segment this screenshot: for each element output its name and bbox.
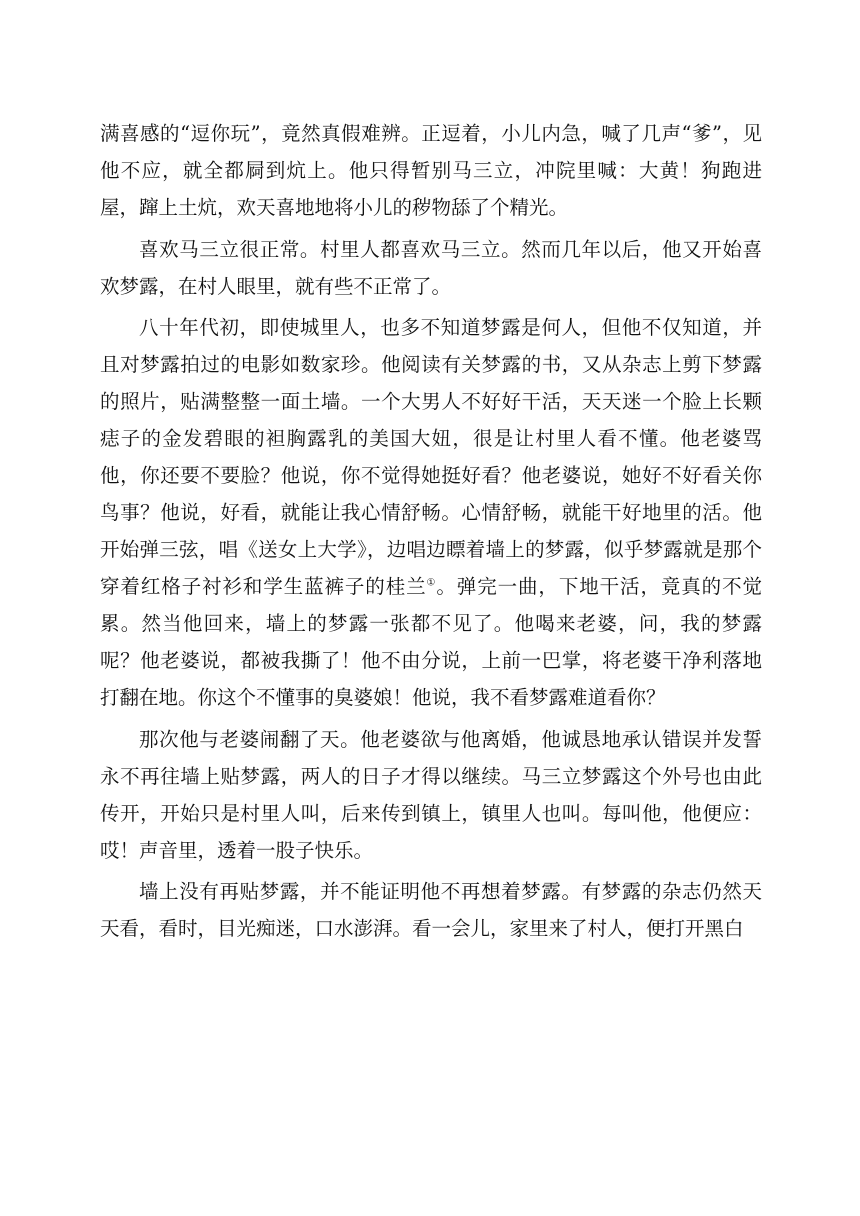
paragraph-5: 墙上没有再贴梦露，并不能证明他不再想着梦露。有梦露的杂志仍然天天看，看时，目光痴迷，口水澎湃。看一会儿，家里来了村人，便打开黑白	[100, 880, 762, 940]
paragraph-3	[100, 309, 762, 716]
paragraph-3-text-b: 。弹完一曲，下地干活，竟真的不觉累。然当他回来，墙上的梦露一张都不见了。他喝来老婆，问，我的梦露呢？他老婆说，都被我撕了！他不由分说，上前一巴掌，将老婆干净利落地打翻在地。你这个不懂事的臭婆娘！他说，我不看梦露难道看你？	[100, 575, 762, 709]
paragraph-1: 满喜感的“逗你玩”，竟然真假难辨。正逗着，小儿内急，喊了几声“爹”，见他不应，就全都屙到炕上。他只得暂别马三立，冲院里喊：大黄！狗跑进屋，蹿上土炕，欢天喜地地将小儿的秽物舔了个精光。	[100, 122, 762, 219]
footnote-marker: ①	[426, 577, 437, 589]
paragraph-2: 喜欢马三立很正常。村里人都喜欢马三立。然而几年以后，他又开始喜欢梦露，在村人眼里，就有些不正常了。	[100, 237, 762, 298]
article-body	[100, 115, 762, 952]
paragraph-3-text-a: 八十年代初，即使城里人，也多不知道梦露是何人，但他不仅知道，并且对梦露拍过的电影如数家珍。他阅读有关梦露的书，又从杂志上剪下梦露的照片，贴满整整一面土墙。一个大男人不好好干活，天天迷一个脸上长颗痣子的金发碧眼的袒胸露乳的美国大妞，很是让村里人看不懂。他老婆骂他，你还要不要脸？他说，你不觉得她挺好看？他老婆说，她好不好看关你鸟事？他说，好看，就能让我心情舒畅。心情舒畅，就能干好地里的活。他开始弹三弦，唱《送女上大学》，边唱边瞟着墙上的梦露，似乎梦露就是那个穿着红格子衬衫和学生蓝裤子的桂兰	[100, 316, 762, 598]
paragraph-4: 那次他与老婆闹翻了天。他老婆欲与他离婚，他诚恳地承认错误并发誓永不再往墙上贴梦露，两人的日子才得以继续。马三立梦露这个外号也由此传开，开始只是村里人叫，后来传到镇上，镇里人也叫。每叫他，他便应：哎！声音里，透着一股子快乐。	[100, 727, 762, 862]
